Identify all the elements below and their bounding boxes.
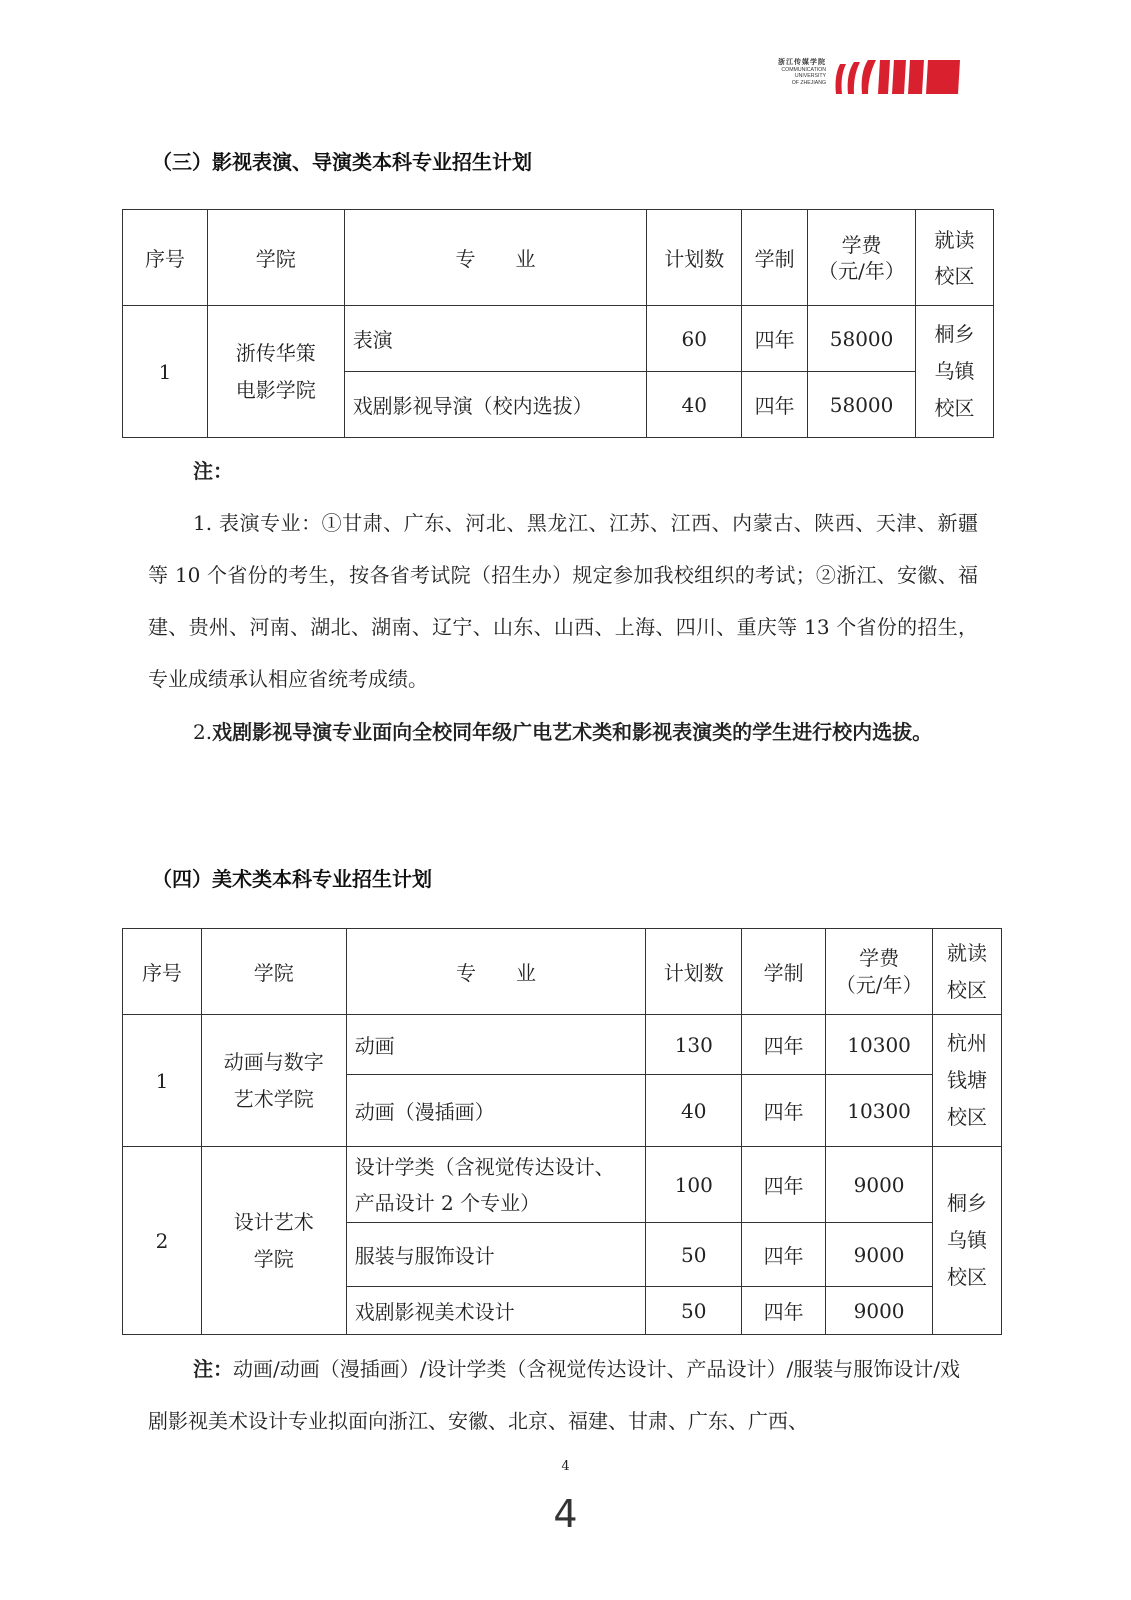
- cell-plan: 40: [646, 1075, 742, 1147]
- cell-years: 四年: [742, 1075, 826, 1147]
- header-campus-line: 就读: [947, 940, 988, 965]
- campus-line: 钱塘: [947, 1068, 988, 1092]
- logo-en-line: UNIVERSITY: [794, 73, 826, 80]
- cell-plan: 60: [647, 306, 742, 372]
- logo-mark-icon: [832, 58, 962, 94]
- header-campus: [933, 929, 1002, 1015]
- logo-en-line: OF ZHEJIANG: [791, 79, 826, 86]
- page-number: 4: [561, 1459, 570, 1474]
- table-header-row: [123, 929, 1002, 1015]
- cell-years: 四年: [742, 372, 808, 438]
- header-no: 序号: [123, 210, 208, 306]
- header-plan: 计划数: [646, 929, 742, 1015]
- note-title: 注：: [193, 459, 233, 483]
- note-paragraph-2: [148, 706, 978, 758]
- cell-fee: 10300: [826, 1015, 933, 1075]
- header-campus-line: 校区: [934, 263, 975, 288]
- college-line: 学院: [253, 1246, 294, 1271]
- cell-fee: 9000: [826, 1287, 933, 1335]
- campus-line: 校区: [947, 1105, 988, 1129]
- major-line: 设计学类（含视觉传达设计、: [354, 1154, 615, 1179]
- cell-years: 四年: [742, 1015, 826, 1075]
- cell-plan: 130: [646, 1015, 742, 1075]
- cell-years: 四年: [742, 1223, 826, 1287]
- header-campus-line: 校区: [947, 977, 988, 1002]
- major-line: 产品设计 2 个专业）: [354, 1190, 541, 1215]
- university-logo: [764, 58, 974, 96]
- table-row: [123, 1147, 1002, 1223]
- cell-campus: [916, 306, 994, 438]
- note-paragraph-1: 1. 表演专业：①甘肃、广东、河北、黑龙江、江苏、江西、内蒙古、陕西、天津、新疆等 10 个省份的考生，按各省考试院（招生办）规定参加我校组织的考试；②浙江、安徽、福建、贵州、河南、湖北、湖南、辽宁、山东、山西、上海、四川、重庆等 13 个省份的招生，专业成绩承认相应省统考成绩。: [148, 511, 978, 691]
- cell-campus: [933, 1147, 1002, 1335]
- header-years: 学制: [742, 210, 808, 306]
- cell-fee: 58000: [808, 372, 916, 438]
- cell-no: 1: [123, 1015, 202, 1147]
- cell-major: 动画（漫插画）: [346, 1075, 646, 1147]
- section3-heading: （三）影视表演、导演类本科专业招生计划: [152, 150, 532, 174]
- college-line: 动画与数字: [223, 1049, 324, 1074]
- header-major: 专 业: [344, 210, 647, 306]
- campus-line: 校区: [934, 396, 975, 420]
- college-line: 设计艺术: [233, 1209, 314, 1234]
- section4-table: [122, 928, 1002, 1335]
- cell-fee: 10300: [826, 1075, 933, 1147]
- header-campus: [916, 210, 994, 306]
- header-fee: [826, 929, 933, 1015]
- cell-plan: 40: [647, 372, 742, 438]
- header-campus-line: 就读: [934, 227, 975, 252]
- campus-line: 桐乡: [934, 322, 975, 346]
- cell-plan: 50: [646, 1287, 742, 1335]
- cell-no: 1: [123, 306, 208, 438]
- cell-major: 表演: [344, 306, 647, 372]
- section4-heading: （四）美术类本科专业招生计划: [152, 867, 432, 891]
- header-no: 序号: [123, 929, 202, 1015]
- cell-plan: 100: [646, 1147, 742, 1223]
- table-row: [123, 306, 994, 372]
- header-fee-line: 学费: [841, 232, 882, 257]
- campus-line: 乌镇: [947, 1228, 988, 1252]
- header-fee: [808, 210, 916, 306]
- cell-fee: 9000: [826, 1147, 933, 1223]
- college-line: 电影学院: [235, 377, 316, 402]
- cell-campus: [933, 1015, 1002, 1147]
- cell-major: [346, 1147, 646, 1223]
- campus-line: 校区: [947, 1265, 988, 1289]
- cell-years: 四年: [742, 1287, 826, 1335]
- cell-no: 2: [123, 1147, 202, 1335]
- header-fee-line: 学费: [859, 945, 900, 970]
- logo-text: [764, 58, 826, 86]
- note2-number: 2.: [193, 720, 213, 744]
- cell-major: 戏剧影视导演（校内选拔）: [344, 372, 647, 438]
- cell-college: [207, 306, 344, 438]
- campus-line: 桐乡: [947, 1191, 988, 1215]
- header-plan: 计划数: [647, 210, 742, 306]
- campus-line: 乌镇: [934, 359, 975, 383]
- header-major: 专 业: [346, 929, 646, 1015]
- note2-text: 戏剧影视导演专业面向全校同年级广电艺术类和影视表演类的学生进行校内选拔。: [212, 720, 933, 744]
- cell-fee: 58000: [808, 306, 916, 372]
- cell-major: 服装与服饰设计: [346, 1223, 646, 1287]
- college-line: 艺术学院: [233, 1086, 314, 1111]
- cell-college: [201, 1147, 346, 1335]
- cell-major: 戏剧影视美术设计: [346, 1287, 646, 1335]
- table-header-row: [123, 210, 994, 306]
- cell-years: 四年: [742, 306, 808, 372]
- note-text: 动画/动画（漫插画）/设计学类（含视觉传达设计、产品设计）/服装与服饰设计/戏剧影视美术设计专业拟面向浙江、安徽、北京、福建、甘肃、广东、广西、: [148, 1357, 960, 1433]
- header-fee-line: （元/年）: [818, 258, 905, 283]
- section4-note: [148, 1343, 978, 1447]
- page-number-large: 4: [553, 1492, 578, 1536]
- cell-major: 动画: [346, 1015, 646, 1075]
- header-years: 学制: [742, 929, 826, 1015]
- note-title: 注：: [193, 1357, 233, 1381]
- table-row: [123, 1015, 1002, 1075]
- header-fee-line: （元/年）: [835, 972, 923, 997]
- cell-years: 四年: [742, 1147, 826, 1223]
- college-line: 浙传华策: [235, 340, 316, 365]
- cell-college: [201, 1015, 346, 1147]
- logo-cn-name: 浙江传媒学院: [778, 59, 826, 66]
- campus-line: 杭州: [947, 1031, 988, 1055]
- logo-en-line: COMMUNICATION: [781, 67, 826, 73]
- cell-fee: 9000: [826, 1223, 933, 1287]
- section3-table: [122, 209, 994, 438]
- header-college: 学院: [201, 929, 346, 1015]
- cell-plan: 50: [646, 1223, 742, 1287]
- header-college: 学院: [207, 210, 344, 306]
